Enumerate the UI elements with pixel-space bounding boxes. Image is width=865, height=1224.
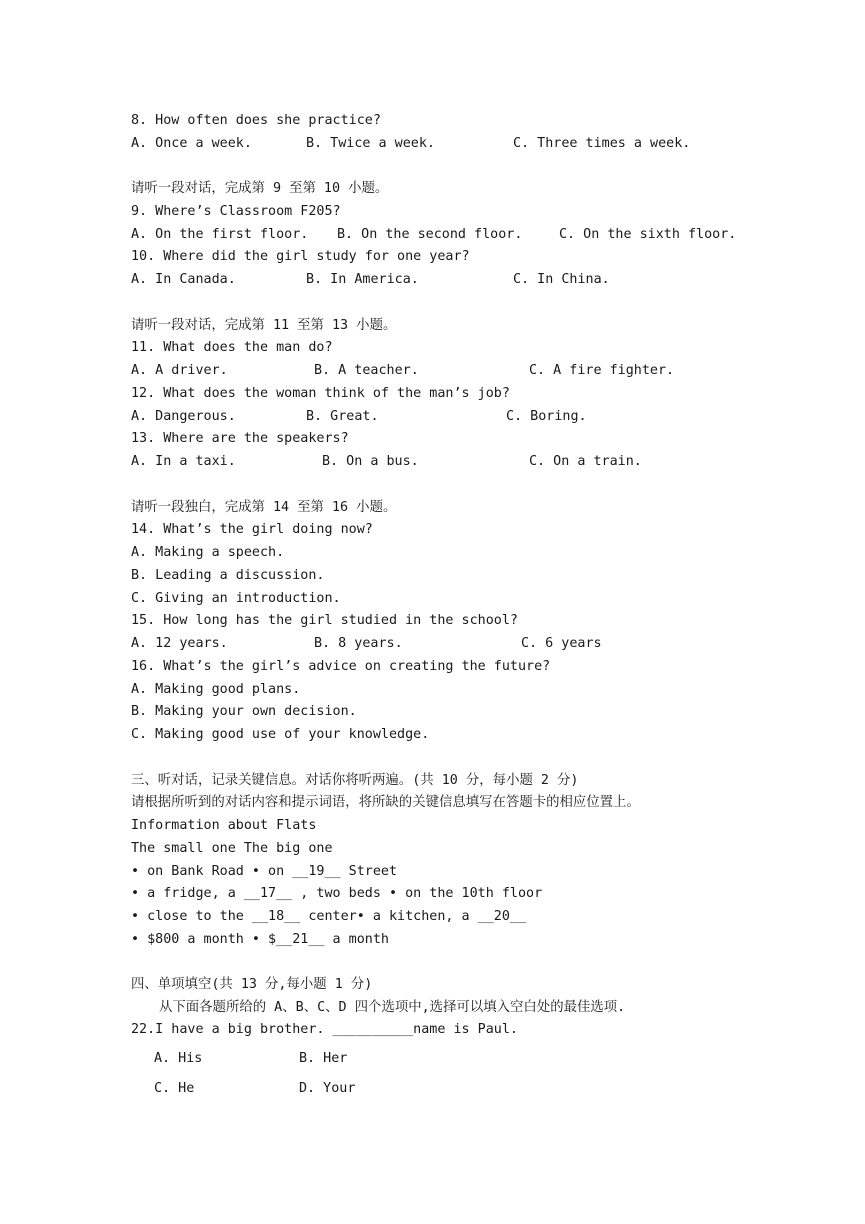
flats-table-row: • on Bank Road • on __19__ Street xyxy=(131,864,398,879)
question-8-option-b: B. Twice a week. xyxy=(306,136,435,151)
question-22-option-a: A. His xyxy=(154,1051,203,1066)
question-15-stem: 15. How long has the girl studied in the school? xyxy=(131,613,518,628)
question-11-option-a: A. A driver. xyxy=(131,363,228,378)
question-9-stem: 9. Where’s Classroom F205? xyxy=(131,204,341,219)
question-13-option-c: C. On a train. xyxy=(529,454,642,469)
question-12-option-a: A. Dangerous. xyxy=(131,409,236,424)
question-10-option-b: B. In America. xyxy=(306,272,419,287)
question-22-option-c: C. He xyxy=(154,1081,195,1096)
question-13-option-a: A. In a taxi. xyxy=(131,454,236,469)
question-12-option-c: C. Boring. xyxy=(506,409,587,424)
question-22-stem: 22.I have a big brother. __________name is Paul. xyxy=(131,1022,518,1037)
question-10-option-a: A. In Canada. xyxy=(131,272,236,287)
question-9-option-a: A. On the first floor. xyxy=(131,227,309,242)
question-13-stem: 13. Where are the speakers? xyxy=(131,431,349,446)
flats-table-title: Information about Flats xyxy=(131,818,317,833)
question-15-option-b: B. 8 years. xyxy=(314,636,403,651)
question-22-option-b: B. Her xyxy=(299,1051,348,1066)
flats-table-row: • close to the __18__ center• a kitchen, a __20__ xyxy=(131,909,527,924)
question-10-option-c: C. In China. xyxy=(513,272,610,287)
question-15-option-c: C. 6 years xyxy=(521,636,602,651)
question-16-stem: 16. What’s the girl’s advice on creating the future? xyxy=(131,659,551,674)
question-14-option-c: C. Giving an introduction. xyxy=(131,591,341,606)
question-11-option-b: B. A teacher. xyxy=(314,363,419,378)
question-16-option-a: A. Making good plans. xyxy=(131,682,301,697)
part-4-heading: 四、单项填空(共 13 分,每小题 1 分) xyxy=(131,977,373,992)
question-22-option-d: D. Your xyxy=(299,1081,356,1096)
question-9-option-c: C. On the sixth floor. xyxy=(559,227,737,242)
flats-table-row: • a fridge, a __17__ , two beds • on the 10th floor xyxy=(131,886,543,901)
question-8-option-c: C. Three times a week. xyxy=(513,136,691,151)
part-3-instruction: 请根据所听到的对话内容和提示词语，将所缺的关键信息填写在答题卡的相应位置上。 xyxy=(131,795,640,810)
question-8-option-a: A. Once a week. xyxy=(131,136,252,151)
question-12-option-b: B. Great. xyxy=(306,409,379,424)
question-8-stem: 8. How often does she practice? xyxy=(131,113,381,128)
question-11-stem: 11. What does the man do? xyxy=(131,340,333,355)
section-instruction-9-10: 请听一段对话，完成第 9 至第 10 小题。 xyxy=(131,181,389,196)
question-14-option-b: B. Leading a discussion. xyxy=(131,568,325,583)
question-16-option-c: C. Making good use of your knowledge. xyxy=(131,727,430,742)
question-14-stem: 14. What’s the girl doing now? xyxy=(131,522,373,537)
part-4-instruction: 从下面各题所给的 A、B、C、D 四个选项中,选择可以填入空白处的最佳选项. xyxy=(159,1000,626,1015)
question-11-option-c: C. A fire fighter. xyxy=(529,363,675,378)
question-13-option-b: B. On a bus. xyxy=(322,454,419,469)
question-15-option-a: A. 12 years. xyxy=(131,636,228,651)
section-instruction-14-16: 请听一段独白，完成第 14 至第 16 小题。 xyxy=(131,500,397,515)
section-instruction-11-13: 请听一段对话，完成第 11 至第 13 小题。 xyxy=(131,318,397,333)
flats-table-row: • $800 a month • $__21__ a month xyxy=(131,932,389,947)
question-10-stem: 10. Where did the girl study for one year? xyxy=(131,249,470,264)
question-14-option-a: A. Making a speech. xyxy=(131,545,285,560)
part-3-heading: 三、听对话，记录关键信息。对话你将听两遍。(共 10 分，每小题 2 分) xyxy=(131,773,579,788)
question-12-stem: 12. What does the woman think of the man’s job? xyxy=(131,386,510,401)
question-9-option-b: B. On the second floor. xyxy=(337,227,523,242)
flats-table-columns: The small one The big one xyxy=(131,841,333,856)
question-16-option-b: B. Making your own decision. xyxy=(131,704,357,719)
